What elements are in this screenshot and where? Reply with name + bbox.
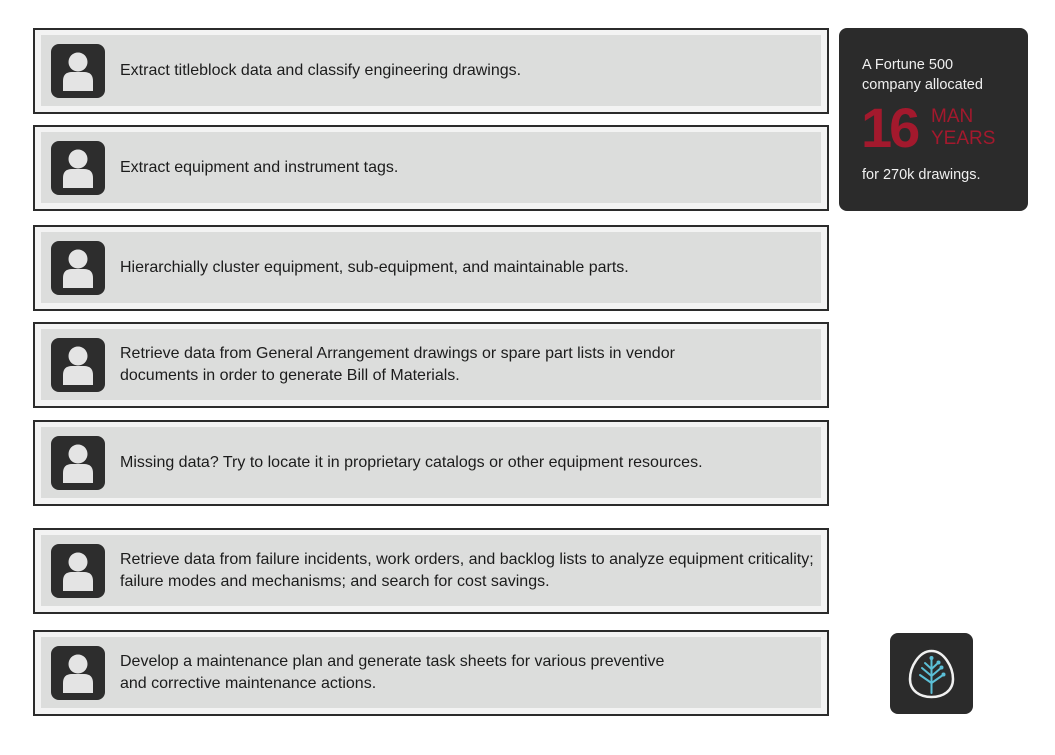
step-2 [33, 125, 829, 211]
step-5 [33, 420, 829, 506]
step-text: Extract titleblock data and classify engineering drawings. [120, 61, 522, 79]
step-text: Missing data? Try to locate it in proprietary catalogs or other equipment resources. [120, 453, 703, 471]
step-1 [33, 28, 829, 114]
step-text: Retrieve data from failure incidents, work orders, and backlog lists to analyze equipment criticality; failure modes and mechanisms; and search for cost savings. [120, 550, 814, 590]
tree-leaf-logo-icon [890, 633, 973, 714]
step-text: Extract equipment and instrument tags. [120, 158, 399, 176]
stat-number: 16 [861, 96, 918, 159]
user-icon [51, 646, 105, 700]
stat-intro-line-1: A Fortune 500 [862, 57, 954, 73]
step-text: Hierarchially cluster equipment, sub-equipment, and maintainable parts. [120, 258, 629, 276]
user-icon [51, 544, 105, 598]
stat-unit [931, 106, 995, 150]
step-4 [33, 322, 829, 408]
step-text: Retrieve data from General Arrangement drawings or spare part lists in vendor documents in order to generate Bill of Materials. [120, 344, 675, 384]
stat-unit-line-1: MAN [931, 106, 974, 127]
logo [890, 633, 973, 714]
stat-intro [862, 55, 983, 95]
step-3 [33, 225, 829, 311]
step-6 [33, 528, 829, 614]
stat-card [839, 28, 1028, 211]
user-icon [51, 241, 105, 295]
user-icon [51, 141, 105, 195]
user-icon [51, 44, 105, 98]
step-7 [33, 630, 829, 716]
stat-outro: for 270k drawings. [862, 167, 981, 183]
user-icon [51, 436, 105, 490]
step-text: Develop a maintenance plan and generate task sheets for various preventive and corrective maintenance actions. [120, 652, 665, 692]
stat-intro-line-2: company allocated [862, 77, 983, 93]
stat-unit-line-2: YEARS [931, 128, 996, 149]
user-icon [51, 338, 105, 392]
